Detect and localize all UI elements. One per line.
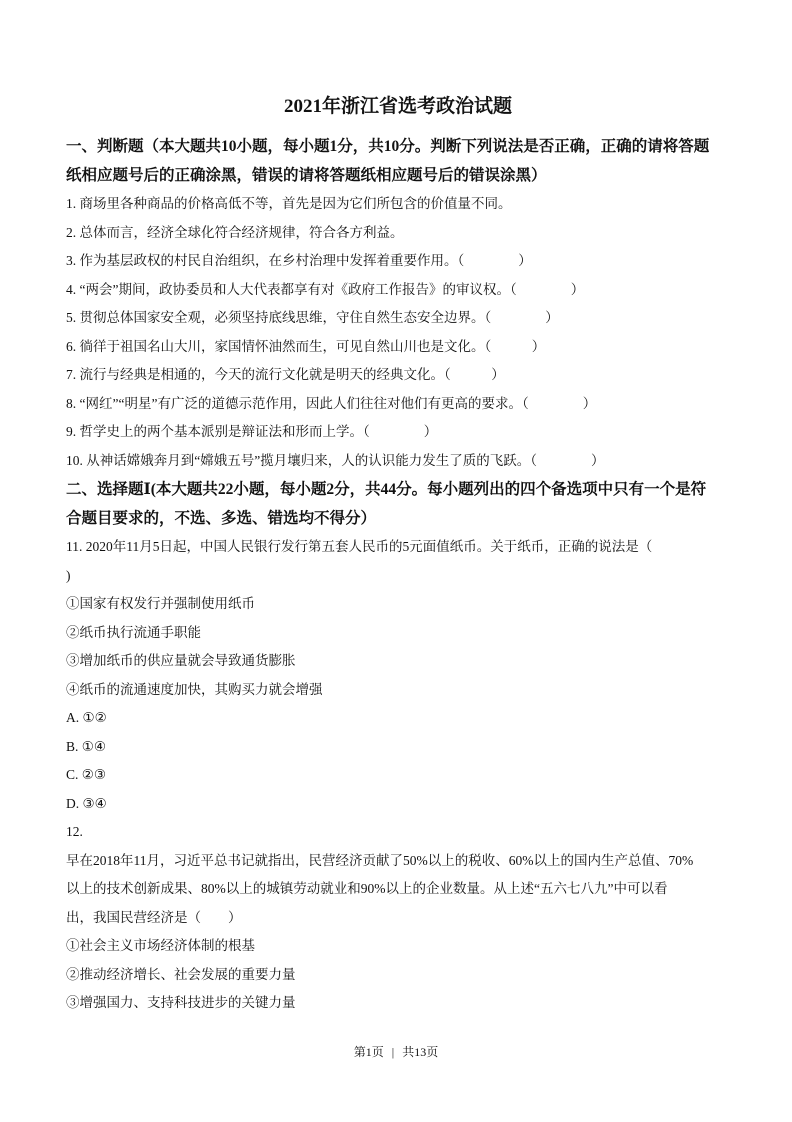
question-item: 6. 徜徉于祖国名山大川，家国情怀油然而生，可见自然山川也是文化。（ ）: [66, 338, 546, 354]
question-item: 4. “两会”期间，政协委员和人大代表都享有对《政府工作报告》的审议权。（ ）: [66, 281, 585, 297]
question-stem: 以上的技术创新成果、80%以上的城镇劳动就业和90%以上的企业数量。从上述“五六七八九”中可以看: [66, 881, 668, 896]
statement: ②纸币执行流通手职能: [66, 624, 201, 640]
question-item: 2. 总体而言，经济全球化符合经济规律，符合各方利益。: [66, 224, 404, 240]
answer-option: C. ②③: [66, 767, 106, 782]
answer-option: B. ①④: [66, 738, 106, 754]
question-stem: 出，我国民营经济是（ ）: [66, 909, 242, 925]
section-heading: 二、选择题Ⅰ(本大题共22小题，每小题2分，共44分。每小题列出的四个备选项中只有一个是符: [66, 481, 707, 498]
section-heading: 纸相应题号后的正确涂黑，错误的请将答题纸相应题号后的错误涂黑）: [66, 167, 547, 184]
question-item: 3. 作为基层政权的村民自治组织，在乡村治理中发挥着重要作用。（ ）: [66, 253, 532, 268]
answer-option: A. ①②: [66, 710, 107, 725]
statement: ④纸币的流通速度加快，其购买力就会增强: [66, 681, 323, 697]
page-title: 2021年浙江省选考政治试题: [283, 96, 512, 117]
question-item: 9. 哲学史上的两个基本派别是辩证法和形而上学。（ ）: [66, 424, 438, 439]
answer-option: D. ③④: [66, 795, 107, 811]
question-item: 7. 流行与经典是相通的，今天的流行文化就是明天的经典文化。（ ）: [66, 367, 505, 382]
question-stem: 早在2018年11月，习近平总书记就指出，民营经济贡献了50%以上的税收、60%以上的国内生产总值、70%: [66, 852, 694, 868]
footer-separator: |: [391, 1045, 395, 1059]
page-number: 第1页: [353, 1045, 384, 1059]
statement: ①社会主义市场经济体制的根基: [66, 938, 255, 953]
statement: ②推动经济增长、社会发展的重要力量: [66, 966, 296, 982]
page-total: 共13页: [402, 1045, 439, 1059]
question-item: 1. 商场里各种商品的价格高低不等，首先是因为它们所包含的价值量不同。: [66, 196, 512, 211]
question-stem: ): [66, 567, 71, 583]
section-heading: 一、判断题（本大题共10小题，每小题1分，共10分。判断下列说法是否正确，正确的请将答题: [66, 138, 710, 155]
question-number: 12.: [66, 824, 83, 839]
statement: ③增加纸币的供应量就会导致通货膨胀: [66, 653, 296, 668]
question-stem: 11. 2020年11月5日起，中国人民银行发行第五套人民币的5元面值纸币。关于纸币，正确的说法是（: [66, 539, 653, 554]
question-item: 5. 贯彻总体国家安全观，必须坚持底线思维，守住自然生态安全边界。（ ）: [66, 310, 559, 325]
statement: ③增强国力、支持科技进步的关键力量: [66, 995, 296, 1010]
document-page: [66, 92, 730, 1018]
question-item: 8. “网红”“明星”有广泛的道德示范作用，因此人们往往对他们有更高的要求。（ ）: [66, 395, 597, 411]
page-footer: [0, 1043, 792, 1060]
section-heading: 合题目要求的，不选、多选、错选均不得分）: [66, 510, 377, 527]
question-item: 10. 从神话嫦娥奔月到“嫦娥五号”揽月壤归来，人的认识能力发生了质的飞跃。（ ）: [66, 452, 605, 468]
statement: ①国家有权发行并强制使用纸币: [66, 596, 255, 611]
